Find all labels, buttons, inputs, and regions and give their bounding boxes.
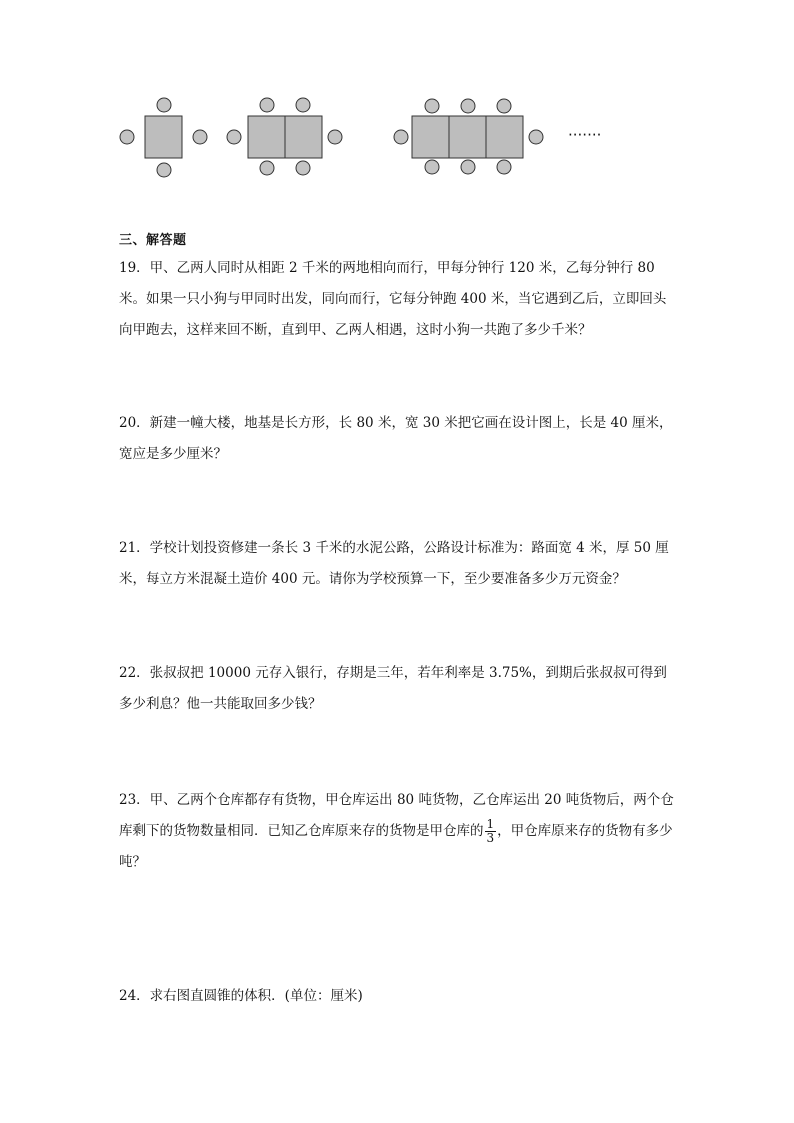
chair	[497, 160, 511, 174]
chair	[157, 163, 171, 177]
fraction-numerator: 1	[486, 817, 495, 831]
fraction-one-third	[485, 818, 497, 845]
problem-24: 24．求右图直圆锥的体积．(单位：厘米)	[119, 988, 363, 1004]
chair	[425, 160, 439, 174]
table	[486, 116, 523, 158]
chair	[193, 130, 207, 144]
table	[145, 116, 182, 158]
figure-one-table	[120, 98, 207, 177]
section-title: 三、解答题	[119, 233, 187, 248]
chair	[296, 161, 310, 175]
chair	[461, 99, 475, 113]
chair	[157, 98, 171, 112]
ellipsis: ·······	[568, 126, 602, 144]
problem-22: 22．张叔叔把 10000 元存入银行，存期是三年，若年利率是 3.75%，到期后张叔叔可得到多少利息？他一共能取回多少钱？	[119, 665, 667, 712]
table	[285, 116, 322, 158]
problem-23-text-after: ，甲仓库原来存的货物有多少吨？	[119, 823, 673, 870]
problem-19: 19．甲、乙两人同时从相距 2 千米的两地相向而行，甲每分钟行 120 米，乙每分钟行 80 米。如果一只小狗与甲同时出发，同向而行，它每分钟跑 400 米，当它遇到乙后，立即回头向甲跑去，这样来回不断，直到甲、乙两人相遇，这时小狗一共跑了多少千米？	[119, 260, 667, 338]
figure-two-tables	[227, 98, 342, 175]
table-arrangement-figure	[110, 90, 640, 190]
chair	[120, 130, 134, 144]
chair	[227, 130, 241, 144]
chair	[529, 130, 543, 144]
chair	[296, 98, 310, 112]
problem-21: 21．学校计划投资修建一条长 3 千米的水泥公路，公路设计标准为：路面宽 4 米，厚 50 厘米，每立方米混凝土造价 400 元。请你为学校预算一下，至少要准备多少万元资金？	[119, 540, 669, 587]
table	[449, 116, 486, 158]
figure-three-tables	[394, 99, 543, 174]
problem-23-text-before: 23．甲、乙两个仓库都存有货物，甲仓库运出 80 吨货物，乙仓库运出 20 吨货物后，两个仓库剩下的货物数量相同．已知乙仓库原来存的货物是甲仓库的	[119, 792, 674, 839]
chair	[328, 130, 342, 144]
chair	[394, 130, 408, 144]
table	[412, 116, 449, 158]
problem-20: 20．新建一幢大楼，地基是长方形，长 80 米，宽 30 米把它画在设计图上，长是 40 厘米，宽应是多少厘米？	[119, 415, 673, 462]
chair	[461, 160, 475, 174]
chair	[260, 161, 274, 175]
chair	[497, 99, 511, 113]
fraction-denominator: 3	[486, 831, 495, 845]
problem-23	[119, 785, 679, 878]
table	[248, 116, 285, 158]
chair	[425, 99, 439, 113]
chair	[260, 98, 274, 112]
